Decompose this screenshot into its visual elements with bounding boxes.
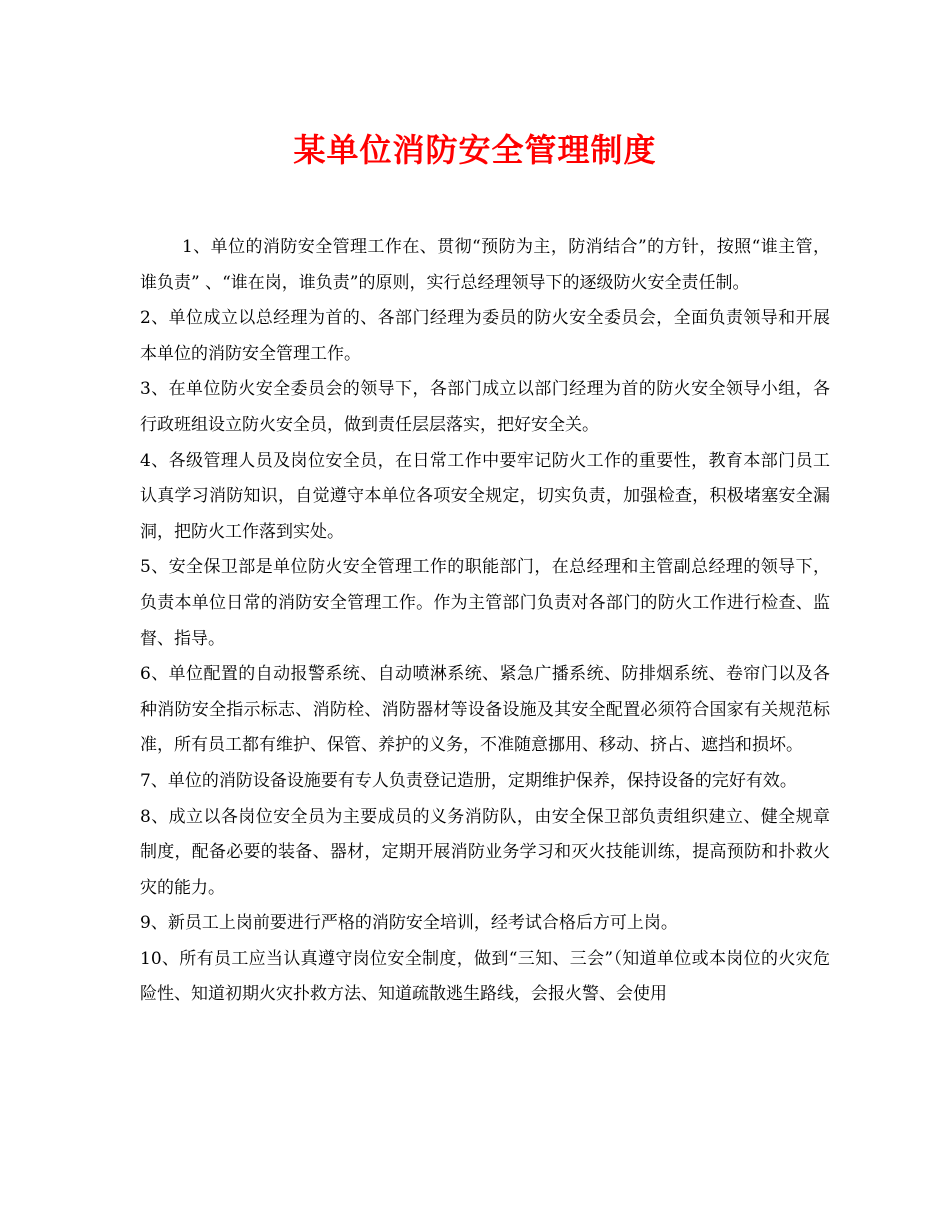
paragraph-9: 9、新员工上岗前要进行严格的消防安全培训，经考试合格后方可上岗。 [140,913,678,934]
paragraph-8: 8、成立以各岗位安全员为主要成员的义务消防队，由安全保卫部负责组织建立、健全规章制度，配备必要的装备、器材，定期开展消防业务学习和灭火技能训练，提高预防和扑救火灾的能力。 [140,806,830,898]
paragraph-2: 2、单位成立以总经理为首的、各部门经理为委员的防火安全委员会，全面负责领导和开展本单位的消防安全管理工作。 [140,308,830,364]
paragraph-1: 1、单位的消防安全管理工作在、贯彻“预防为主，防消结合”的方针，按照“谁主管，谁负责” 、“谁在岗，谁负责”的原则，实行总经理领导下的逐级防火安全责任制。 [140,237,830,293]
paragraph-3: 3、在单位防火安全委员会的领导下，各部门成立以部门经理为首的防火安全领导小组，各行政班组设立防火安全员，做到责任层层落实，把好安全关。 [140,379,830,435]
paragraph-7: 7、单位的消防设备设施要有专人负责登记造册，定期维护保养，保持设备的完好有效。 [140,770,797,791]
paragraph-5: 5、安全保卫部是单位防火安全管理工作的职能部门，在总经理和主管副总经理的领导下，负责本单位日常的消防安全管理工作。作为主管部门负责对各部门的防火工作进行检查、监督、指导。 [140,557,830,649]
document-title: 某单位消防安全管理制度 [293,131,657,169]
paragraph-4: 4、各级管理人员及岗位安全员，在日常工作中要牢记防火工作的重要性，教育本部门员工认真学习消防知识，自觉遵守本单位各项安全规定，切实负责，加强检查，积极堵塞安全漏洞，把防火工作落到实处。 [140,450,830,542]
paragraph-10: 10、所有员工应当认真遵守岗位安全制度，做到“三知、三会”（知道单位或本岗位的火灾危险性、知道初期火灾扑救方法、知道疏散逃生路线，会报火警、会使用 [140,948,830,1005]
paragraph-6: 6、单位配置的自动报警系统、自动喷淋系统、紧急广播系统、防排烟系统、卷帘门以及各种消防安全指示标志、消防栓、消防器材等设备设施及其安全配置必须符合国家有关规范标准，所有员工都有维护、保管、养护的义务，不准随意挪用、移动、挤占、遮挡和损坏。 [140,664,830,756]
document-body [140,230,830,1013]
